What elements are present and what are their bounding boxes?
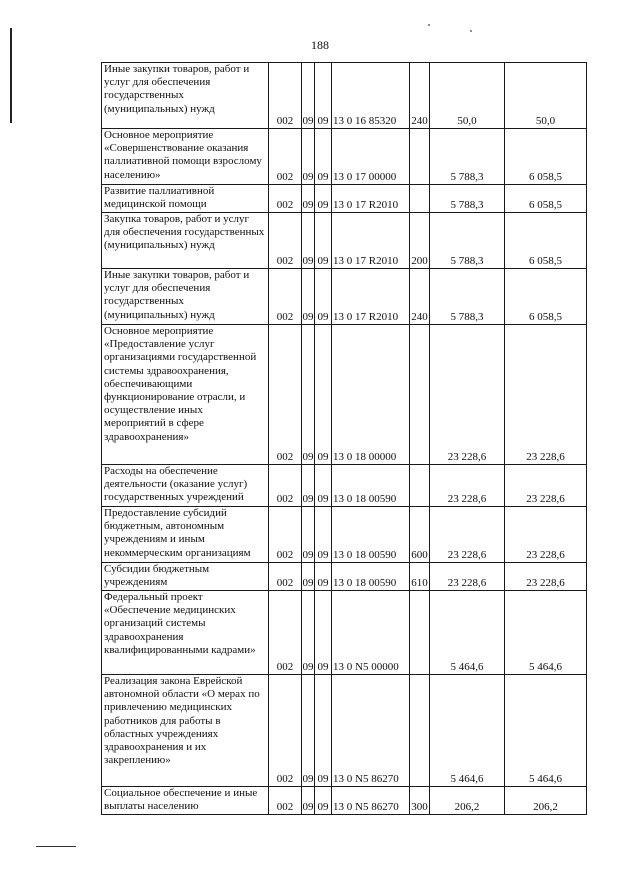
table-row	[102, 675, 587, 787]
budget-table	[101, 62, 587, 815]
footnote-rule	[36, 846, 76, 847]
scan-margin-mark	[10, 28, 12, 123]
target-article-code: 13 0 17 R2010	[332, 269, 410, 325]
expense-type-code: 600	[410, 507, 430, 563]
section-code: 09	[302, 129, 315, 185]
subsection-code: 09	[315, 63, 332, 129]
subsection-code: 09	[315, 507, 332, 563]
subsection-code: 09	[315, 591, 332, 675]
section-code: 09	[302, 269, 315, 325]
table-row	[102, 507, 587, 563]
target-article-code: 13 0 N5 86270	[332, 675, 410, 787]
amount-year-1: 5 788,3	[430, 269, 505, 325]
row-name: Развитие паллиативной медицинской помощи	[102, 185, 269, 213]
subsection-code: 09	[315, 269, 332, 325]
admin-code: 002	[269, 63, 302, 129]
table-row	[102, 213, 587, 269]
table-row	[102, 63, 587, 129]
amount-year-2: 206,2	[505, 787, 587, 815]
admin-code: 002	[269, 563, 302, 591]
row-name: Закупка товаров, работ и услуг для обеспечения государственных (муниципальных) нужд	[102, 213, 269, 269]
row-name: Иные закупки товаров, работ и услуг для обеспечения государственных (муниципальных) нужд	[102, 63, 269, 129]
amount-year-2: 23 228,6	[505, 325, 587, 465]
admin-code: 002	[269, 325, 302, 465]
target-article-code: 13 0 17 R2010	[332, 185, 410, 213]
amount-year-2: 50,0	[505, 63, 587, 129]
table-row	[102, 787, 587, 815]
expense-type-code: 610	[410, 563, 430, 591]
admin-code: 002	[269, 787, 302, 815]
table-row	[102, 465, 587, 507]
target-article-code: 13 0 18 00590	[332, 563, 410, 591]
section-code: 09	[302, 563, 315, 591]
amount-year-1: 5 464,6	[430, 591, 505, 675]
table-row	[102, 591, 587, 675]
admin-code: 002	[269, 213, 302, 269]
admin-code: 002	[269, 185, 302, 213]
subsection-code: 09	[315, 185, 332, 213]
expense-type-code	[410, 129, 430, 185]
admin-code: 002	[269, 465, 302, 507]
amount-year-1: 5 788,3	[430, 213, 505, 269]
target-article-code: 13 0 18 00590	[332, 465, 410, 507]
expense-type-code	[410, 591, 430, 675]
row-name: Федеральный проект «Обеспечение медицинских организаций системы здравоохранения квалифицированными кадрами»	[102, 591, 269, 675]
row-name: Социальное обеспечение и иные выплаты населению	[102, 787, 269, 815]
table-row	[102, 129, 587, 185]
subsection-code: 09	[315, 213, 332, 269]
amount-year-1: 206,2	[430, 787, 505, 815]
row-name: Расходы на обеспечение деятельности (оказание услуг) государственных учреждений	[102, 465, 269, 507]
target-article-code: 13 0 17 R2010	[332, 213, 410, 269]
amount-year-2: 6 058,5	[505, 213, 587, 269]
amount-year-1: 23 228,6	[430, 465, 505, 507]
expense-type-code	[410, 465, 430, 507]
page-number: 188	[311, 38, 329, 52]
table-row	[102, 325, 587, 465]
amount-year-2: 6 058,5	[505, 129, 587, 185]
row-name: Предоставление субсидий бюджетным, автономным учреждениям и иным некоммерческим организациям	[102, 507, 269, 563]
section-code: 09	[302, 325, 315, 465]
amount-year-1: 5 464,6	[430, 675, 505, 787]
amount-year-2: 23 228,6	[505, 563, 587, 591]
amount-year-2: 6 058,5	[505, 185, 587, 213]
section-code: 09	[302, 675, 315, 787]
expense-type-code	[410, 185, 430, 213]
target-article-code: 13 0 N5 86270	[332, 787, 410, 815]
row-name: Реализация закона Еврейской автономной области «О мерах по привлечению медицинских работников для работы в областных учреждениях здравоохранения и их закреплению»	[102, 675, 269, 787]
expense-type-code: 200	[410, 213, 430, 269]
subsection-code: 09	[315, 465, 332, 507]
admin-code: 002	[269, 591, 302, 675]
subsection-code: 09	[315, 787, 332, 815]
amount-year-1: 5 788,3	[430, 185, 505, 213]
section-code: 09	[302, 213, 315, 269]
section-code: 09	[302, 507, 315, 563]
admin-code: 002	[269, 129, 302, 185]
target-article-code: 13 0 17 00000	[332, 129, 410, 185]
target-article-code: 13 0 N5 00000	[332, 591, 410, 675]
table-row	[102, 185, 587, 213]
table-row	[102, 269, 587, 325]
expense-type-code: 240	[410, 269, 430, 325]
section-code: 09	[302, 465, 315, 507]
expense-type-code: 240	[410, 63, 430, 129]
scan-speck	[428, 24, 430, 26]
section-code: 09	[302, 185, 315, 213]
amount-year-1: 23 228,6	[430, 507, 505, 563]
amount-year-2: 6 058,5	[505, 269, 587, 325]
admin-code: 002	[269, 507, 302, 563]
expense-type-code	[410, 325, 430, 465]
row-name: Основное мероприятие «Предоставление услуг организациями государственной системы здравоохранения, обеспечивающими функционирование отрасли, и осуществление иных мероприятий в сфере здравоохранения»	[102, 325, 269, 465]
amount-year-2: 5 464,6	[505, 675, 587, 787]
subsection-code: 09	[315, 675, 332, 787]
admin-code: 002	[269, 269, 302, 325]
target-article-code: 13 0 16 85320	[332, 63, 410, 129]
section-code: 09	[302, 63, 315, 129]
target-article-code: 13 0 18 00000	[332, 325, 410, 465]
section-code: 09	[302, 787, 315, 815]
scan-speck	[470, 30, 472, 32]
amount-year-2: 5 464,6	[505, 591, 587, 675]
section-code: 09	[302, 591, 315, 675]
subsection-code: 09	[315, 129, 332, 185]
budget-table-body	[102, 63, 587, 815]
table-row	[102, 563, 587, 591]
expense-type-code: 300	[410, 787, 430, 815]
row-name: Основное мероприятие «Совершенствование оказания паллиативной помощи взрослому населению»	[102, 129, 269, 185]
subsection-code: 09	[315, 325, 332, 465]
amount-year-2: 23 228,6	[505, 465, 587, 507]
amount-year-1: 23 228,6	[430, 325, 505, 465]
amount-year-1: 5 788,3	[430, 129, 505, 185]
row-name: Иные закупки товаров, работ и услуг для обеспечения государственных (муниципальных) нужд	[102, 269, 269, 325]
amount-year-1: 50,0	[430, 63, 505, 129]
amount-year-1: 23 228,6	[430, 563, 505, 591]
row-name: Субсидии бюджетным учреждениям	[102, 563, 269, 591]
subsection-code: 09	[315, 563, 332, 591]
expense-type-code	[410, 675, 430, 787]
target-article-code: 13 0 18 00590	[332, 507, 410, 563]
admin-code: 002	[269, 675, 302, 787]
amount-year-2: 23 228,6	[505, 507, 587, 563]
